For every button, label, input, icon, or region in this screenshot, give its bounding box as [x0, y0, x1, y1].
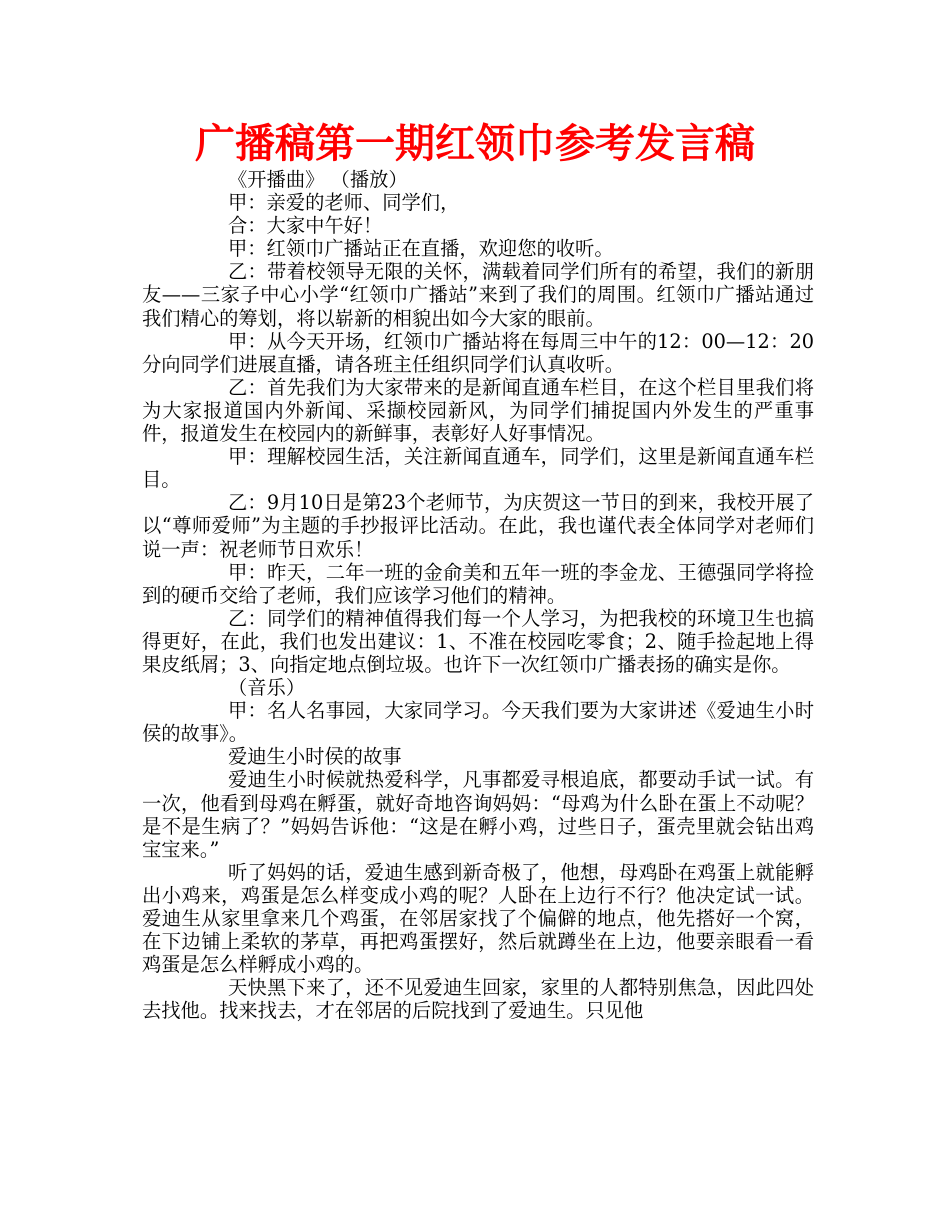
paragraph: 爱迪生小时候就热爱科学，凡事都爱寻根追底，都要动手试一试。有一次，他看到母鸡在孵蛋，就好奇地咨询妈妈：“母鸡为什么卧在蛋上不动呢？是不是生病了？”妈妈告诉他：“这是在孵小鸡，过些日子，蛋壳里就会钻出鸡宝宝来。”	[142, 768, 814, 861]
story-heading: 爱迪生小时侯的故事	[228, 745, 402, 769]
paragraph: 甲：名人名事园，大家同学习。今天我们要为大家讲述《爱迪生小时侯的故事》。	[142, 699, 814, 746]
paragraph: 合：大家中午好！	[228, 214, 383, 238]
paragraph: 听了妈妈的话，爱迪生感到新奇极了，他想，母鸡卧在鸡蛋上就能孵出小鸡来，鸡蛋是怎么样变成小鸡的呢？人卧在上边行不行？他决定试一试。爱迪生从家里拿来几个鸡蛋，在邻居家找了个偏僻的地点，他先搭好一个窝，在下边铺上柔软的茅草，再把鸡蛋摆好，然后就蹲坐在上边，他要亲眼看一看鸡蛋是怎么样孵成小鸡的。	[142, 860, 814, 977]
paragraph: （音乐）	[228, 676, 306, 700]
paragraph: 乙：首先我们为大家带来的是新闻直通车栏目，在这个栏目里我们将为大家报道国内外新闻、采撷校园新风，为同学们捕捉国内外发生的严重事件，报道发生在校园内的新鲜事，表彰好人好事情况。	[142, 375, 814, 446]
paragraph: 乙：9月10日是第23个老师节，为庆贺这一节日的到来，我校开展了以“尊师爱师”为主题的手抄报评比活动。在此，我也谨代表全体同学对老师们说一声：祝老师节日欢乐！	[142, 491, 814, 561]
paragraph: 乙：带着校领导无限的关怀，满载着同学们所有的希望，我们的新朋友——三家子中心小学“红领巾广播站”来到了我们的周围。红领巾广播站通过我们精心的筹划，将以崭新的相貌出如今大家的眼前。	[142, 260, 814, 330]
paragraph: 乙：同学们的精神值得我们每一个人学习，为把我校的环境卫生也搞得更好，在此，我们也发出建议：1、不准在校园吃零食；2、随手捡起地上得果皮纸屑；3、向指定地点倒垃圾。也许下一次红领巾广播表扬的确实是你。	[142, 606, 814, 676]
paragraph: 甲：昨天，二年一班的金俞美和五年一班的李金龙、王德强同学将捡到的硬币交给了老师，我们应该学习他们的精神。	[142, 560, 814, 607]
paragraph: 甲：从今天开场，红领巾广播站将在每周三中午的12：00—12：20分向同学们进展直播，请各班主任组织同学们认真收听。	[142, 329, 814, 376]
paragraph: 甲：理解校园生活，关注新闻直通车，同学们，这里是新闻直通车栏目。	[142, 445, 814, 492]
paragraph: 甲：红领巾广播站正在直播，欢迎您的收听。	[228, 237, 614, 261]
document-title: 广播稿第一期红领巾参考发言稿	[195, 121, 755, 167]
paragraph: 天快黑下来了，还不见爱迪生回家，家里的人都特别焦急，因此四处去找他。找来找去，才在邻居的后院找到了爱迪生。只见他	[142, 976, 814, 1023]
paragraph: 《开播曲》 （播放）	[228, 168, 408, 191]
paragraph: 甲：亲爱的老师、同学们，	[228, 191, 460, 215]
document-body	[142, 168, 814, 1022]
